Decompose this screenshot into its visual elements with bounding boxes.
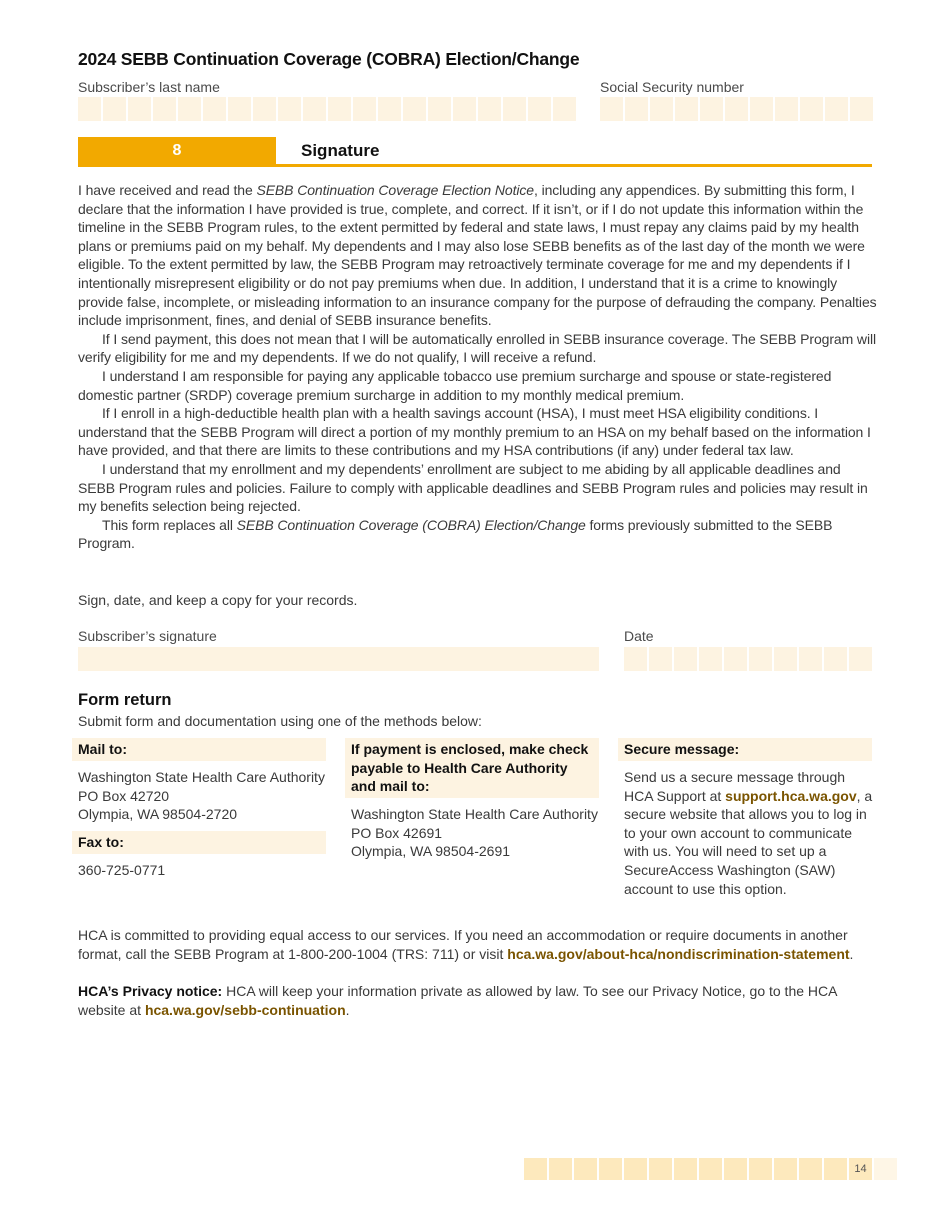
access-statement: HCA is committed to providing equal access to our services. If you need an accommodation or require documents in another format, call the SEBB Program at 1-800-200-1004 (TRS: 711) or visit hca.wa.gov/about-hca/nondiscrimination-statement. — [78, 927, 854, 962]
mail-address: Washington State Health Care Authority PO Box 42720 Olympia, WA 98504-2720 — [78, 769, 325, 823]
terms-paragraph: I have received and read the SEBB Continuation Coverage Election Notice, including any appendices. By submitting this form, I declare that the information I have provided is true, complete, and correct. If it isn’t, or if I do not update this information within the timeline in the SEBB Program rules, to the extent permitted by federal and state laws, I must repay any claims paid by my health plans or premiums paid on my behalf. My dependents and I may also lose SEBB benefits as of the last day of the month we were eligible. To the extent permitted by law, the SEBB Program may retroactively terminate coverage for me and my dependents if I intentionally misrepresent eligibility or do not pay premiums when due. In addition, I understand that it is a crime to knowingly provide false, incomplete, or misleading information to an insurance company for the purpose of defrauding the company. Penalties include imprisonment, fines, and denial of SEBB insurance benefits. — [78, 182, 877, 329]
terms-paragraph: If I send payment, this does not mean that I will be automatically enrolled in SEBB insurance coverage. The SEBB Program will verify eligibility for me and my dependents. If we do not qualify, I will receive a refund. — [78, 330, 876, 366]
terms-paragraph: This form replaces all SEBB Continuation Coverage (COBRA) Election/Change forms previously submitted to the SEBB Program. — [78, 516, 833, 552]
last-name-label: Subscriber’s last name — [78, 79, 220, 95]
secure-message-text: Send us a secure message through HCA Support at support.hca.wa.gov, a secure website that allows you to log in to your own account to communicate with us. You will need to set up a SecureAccess Washington (SAW) account to use this option. — [624, 769, 873, 897]
signature-terms — [78, 181, 878, 553]
form-return-subtitle: Submit form and documentation using one of the methods below: — [78, 713, 482, 729]
ssn-input[interactable] — [600, 97, 873, 121]
privacy-label: HCA’s Privacy notice: — [78, 983, 223, 999]
payment-heading: If payment is enclosed, make check payable to Health Care Authority and mail to: — [345, 738, 599, 798]
section-header — [78, 137, 872, 167]
date-input[interactable] — [624, 647, 872, 671]
section-number: 8 — [78, 137, 276, 164]
ssn-label: Social Security number — [600, 79, 744, 95]
support-link[interactable]: support.hca.wa.gov — [725, 787, 857, 804]
nondiscrimination-link[interactable]: hca.wa.gov/about-hca/nondiscrimination-statement — [507, 945, 850, 962]
payment-address: Washington State Health Care Authority PO Box 42691 Olympia, WA 98504-2691 — [351, 806, 598, 860]
fax-number: 360-725-0771 — [78, 862, 166, 878]
last-name-input[interactable] — [78, 97, 576, 121]
terms-paragraph: I understand I am responsible for paying any applicable tobacco use premium surcharge and spouse or state-registered domestic partner (SRDP) coverage premium surcharge in addition to my monthly medical premium. — [78, 367, 832, 403]
page-number: 14 — [849, 1158, 872, 1180]
date-label: Date — [624, 628, 654, 644]
form-return-title: Form return — [78, 691, 172, 709]
mail-heading: Mail to: — [72, 738, 326, 761]
signature-field[interactable] — [78, 647, 599, 671]
terms-paragraph: I understand that my enrollment and my dependents’ enrollment are subject to me abiding by all applicable deadlines and SEBB Program rules and policies. Failure to comply with applicable deadlines and SEBB Program rules and policies may result in my benefits selection being rejected. — [78, 460, 868, 515]
terms-paragraph: If I enroll in a high-deductible health plan with a health savings account (HSA), I must meet HSA eligibility conditions. I understand that the SEBB Program will direct a portion of my monthly premium to an HSA on my behalf based on the information I have provided, and that there are limits to these contributions and my HSA contributions (if any) under federal tax law. — [78, 405, 871, 459]
signature-label: Subscriber’s signature — [78, 628, 217, 644]
privacy-notice: HCA’s Privacy notice: HCA will keep your information private as allowed by law. To see our Privacy Notice, go to the HCA website at hca.wa.gov/sebb-continuation. — [78, 983, 837, 1018]
section-title: Signature — [301, 141, 380, 160]
page-footer — [524, 1158, 897, 1180]
sign-note: Sign, date, and keep a copy for your records. — [78, 592, 358, 608]
secure-heading: Secure message: — [618, 738, 872, 761]
sebb-continuation-link[interactable]: hca.wa.gov/sebb-continuation — [144, 1001, 346, 1018]
form-title: 2024 SEBB Continuation Coverage (COBRA) Election/Change — [78, 49, 580, 69]
fax-heading: Fax to: — [72, 831, 326, 854]
